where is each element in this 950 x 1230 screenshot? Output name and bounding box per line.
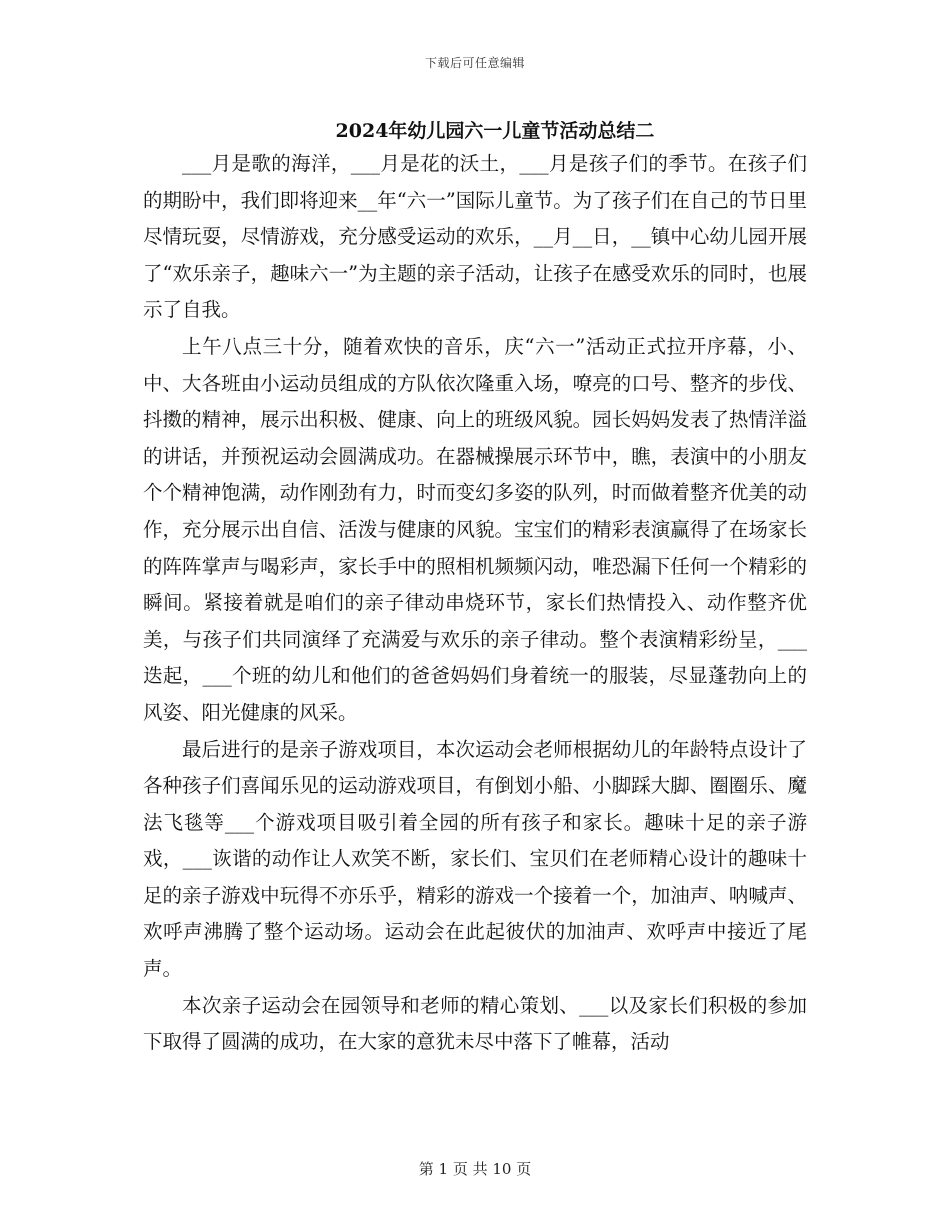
paragraph-4: 本次亲子运动会在园领导和老师的精心策划、___以及家长们积极的参加下取得了圆满的成功，在大家的意犹未尽中落下了帷幕，活动: [143, 993, 807, 1054]
paragraph-3: 最后进行的是亲子游戏项目，本次运动会老师根据幼儿的年龄特点设计了各种孩子们喜闻乐见的运动游戏项目，有倒划小船、小脚踩大脚、圈圈乐、魔法飞毯等___个游戏项目吸引着全园的所有孩子和家长。趣味十足的亲子游戏，___诙谐的动作让人欢笑不断，家长们、宝贝们在老师精心设计的趣味十足的亲子游戏中玩得不亦乐乎，精彩的游戏一个接着一个，加油声、呐喊声、欢呼声沸腾了整个运动场。运动会在此起彼伏的加油声、欢呼声中接近了尾声。: [143, 737, 807, 981]
header-note: 下载后可任意编辑: [424, 56, 525, 70]
paragraph-2: 上午八点三十分，随着欢快的音乐，庆“六一”活动正式拉开序幕，小、中、大各班由小运动员组成的方队依次隆重入场，嘹亮的口号、整齐的步伐、抖擞的精神，展示出积极、健康、向上的班级风貌。园长妈妈发表了热情洋溢的讲话，并预祝运动会圆满成功。在器械操展示环节中，瞧，表演中的小朋友个个精神饱满，动作刚劲有力，时而变幻多姿的队列，时而做着整齐优美的动作，充分展示出自信、活泼与健康的风貌。宝宝们的精彩表演赢得了在场家长的阵阵掌声与喝彩声，家长手中的照相机频频闪动，唯恐漏下任何一个精彩的瞬间。紧接着就是咱们的亲子律动串烧环节，家长们热情投入、动作整齐优美，与孩子们共同演绎了充满爱与欢乐的亲子律动。整个表演精彩纷呈，___迭起，___个班的幼儿和他们的爸爸妈妈们身着统一的服装，尽显蓬勃向上的风姿、阳光健康的风采。: [143, 334, 807, 724]
paragraph-1: ___月是歌的海洋，___月是花的沃土，___月是孩子们的季节。在孩子们的期盼中，我们即将迎来__年“六一”国际儿童节。为了孩子们在自己的节日里尽情玩耍，尽情游戏，充分感受运动的欢乐，__月__日，__镇中心幼儿园开展了“欢乐亲子，趣味六一”为主题的亲子活动，让孩子在感受欢乐的同时，也展示了自我。: [143, 152, 807, 322]
document-title: 2024年幼儿园六一儿童节活动总结二: [335, 120, 655, 142]
page-footer: 第 1 页 共 10 页: [418, 1160, 532, 1178]
document-body: [143, 146, 807, 1061]
